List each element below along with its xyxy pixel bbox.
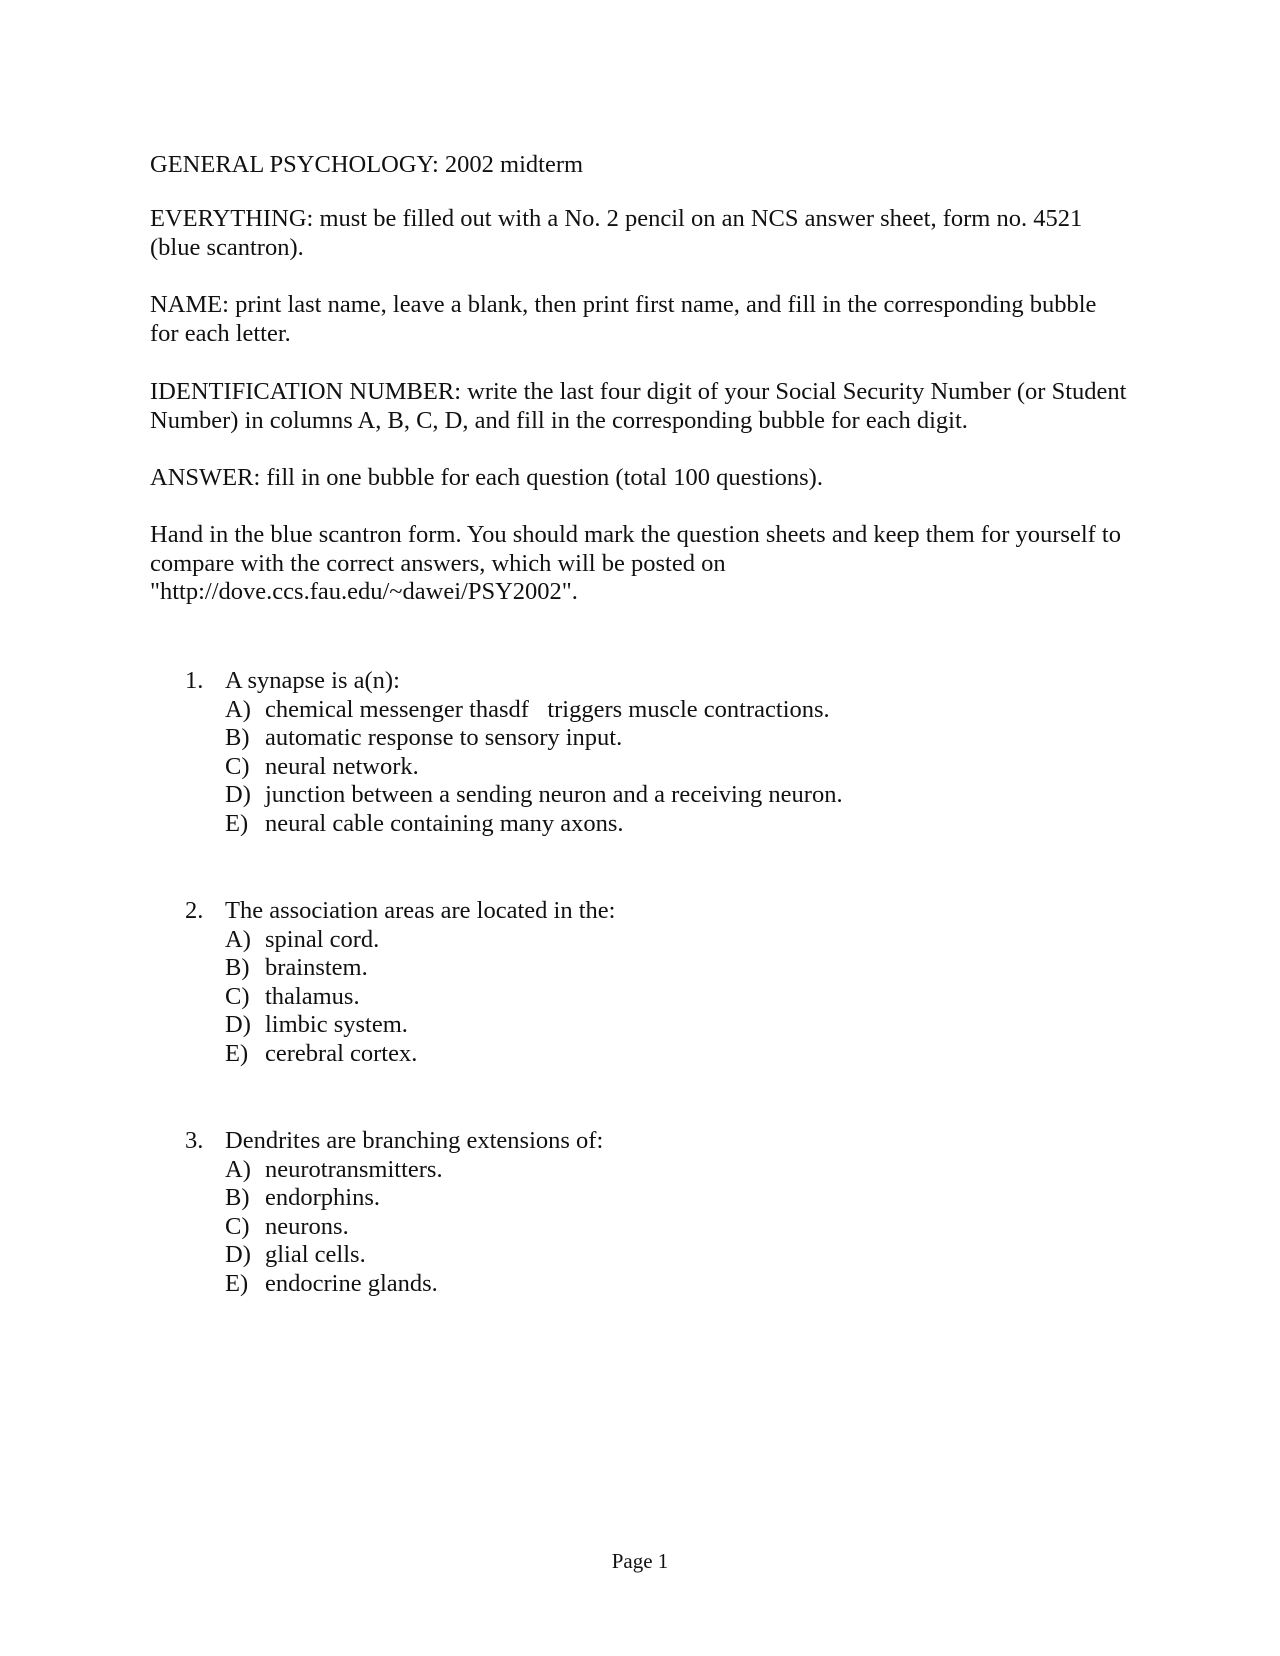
question-text: Dendrites are branching extensions of: xyxy=(225,1127,604,1154)
question-1 xyxy=(185,667,1085,838)
answer-option xyxy=(225,1156,1085,1185)
option-text: neurotransmitters. xyxy=(265,1155,443,1183)
option-text: neurons. xyxy=(265,1212,349,1240)
option-letter: C) xyxy=(225,1212,250,1240)
option-letter: E) xyxy=(225,1269,249,1297)
option-text: chemical messenger thasdf triggers muscle contractions. xyxy=(265,695,830,723)
instruction-name: NAME: print last name, leave a blank, then print first name, and fill in the corresponding bubble for each letter. xyxy=(150,291,1097,347)
option-text: limbic system. xyxy=(265,1011,408,1038)
option-letter: A) xyxy=(225,1155,251,1183)
instruction-everything: EVERYTHING: must be filled out with a No. 2 pencil on an NCS answer sheet, form no. 4521 (blue scantron). xyxy=(150,205,1083,261)
option-letter: D) xyxy=(225,1011,251,1038)
answer-option xyxy=(225,926,1085,955)
answer-option xyxy=(225,781,1085,810)
option-text: neural cable containing many axons. xyxy=(265,809,624,837)
option-letter: D) xyxy=(225,1241,251,1268)
option-text: junction between a sending neuron and a receiving neuron. xyxy=(265,781,843,808)
answer-option xyxy=(225,753,1085,782)
option-text: endocrine glands. xyxy=(265,1269,438,1297)
option-text: automatic response to sensory input. xyxy=(265,724,623,751)
question-number: 3. xyxy=(185,1127,204,1154)
page-title: GENERAL PSYCHOLOGY: 2002 midterm xyxy=(150,151,584,178)
answer-option xyxy=(225,1011,1085,1040)
instruction-identification: IDENTIFICATION NUMBER: write the last four digit of your Social Security Number (or Student Number) in columns A, B, C, D, and fill in the corresponding bubble for each digit. xyxy=(150,378,1127,434)
option-letter: E) xyxy=(225,1039,249,1067)
option-letter: A) xyxy=(225,925,251,953)
option-letter: E) xyxy=(225,809,249,837)
question-text: The association areas are located in the: xyxy=(225,897,616,924)
option-letter: D) xyxy=(225,781,251,808)
question-number: 2. xyxy=(185,897,204,924)
option-text: neural network. xyxy=(265,752,419,780)
option-text: spinal cord. xyxy=(265,925,380,953)
question-number: 1. xyxy=(185,667,204,694)
answer-option xyxy=(225,1040,1085,1069)
instruction-answer: ANSWER: fill in one bubble for each question (total 100 questions). xyxy=(150,464,823,491)
answer-option xyxy=(225,983,1085,1012)
question-3 xyxy=(185,1127,1085,1298)
answer-option xyxy=(225,1213,1085,1242)
option-letter: B) xyxy=(225,954,250,981)
question-2 xyxy=(185,897,1085,1068)
option-letter: A) xyxy=(225,695,251,723)
answer-option xyxy=(225,1241,1085,1270)
option-letter: B) xyxy=(225,1184,250,1211)
page-number: Page 1 xyxy=(611,1549,669,1573)
option-text: thalamus. xyxy=(265,982,360,1010)
answer-option xyxy=(225,696,1085,725)
option-text: endorphins. xyxy=(265,1184,380,1211)
answer-option xyxy=(225,954,1085,983)
option-letter: C) xyxy=(225,752,250,780)
option-letter: C) xyxy=(225,982,250,1010)
answer-option xyxy=(225,810,1085,839)
answer-option xyxy=(225,1270,1085,1299)
answer-option xyxy=(225,724,1085,753)
instruction-hand-in: Hand in the blue scantron form. You should mark the question sheets and keep them for yourself to compare with the correct answers, which will be posted on "http://dove.ccs.fau.edu/~dawei/PSY2002". xyxy=(150,521,1121,605)
option-text: glial cells. xyxy=(265,1241,366,1268)
option-text: brainstem. xyxy=(265,954,368,981)
option-letter: B) xyxy=(225,724,250,751)
answer-option xyxy=(225,1184,1085,1213)
option-text: cerebral cortex. xyxy=(265,1039,418,1067)
question-text: A synapse is a(n): xyxy=(225,667,400,694)
